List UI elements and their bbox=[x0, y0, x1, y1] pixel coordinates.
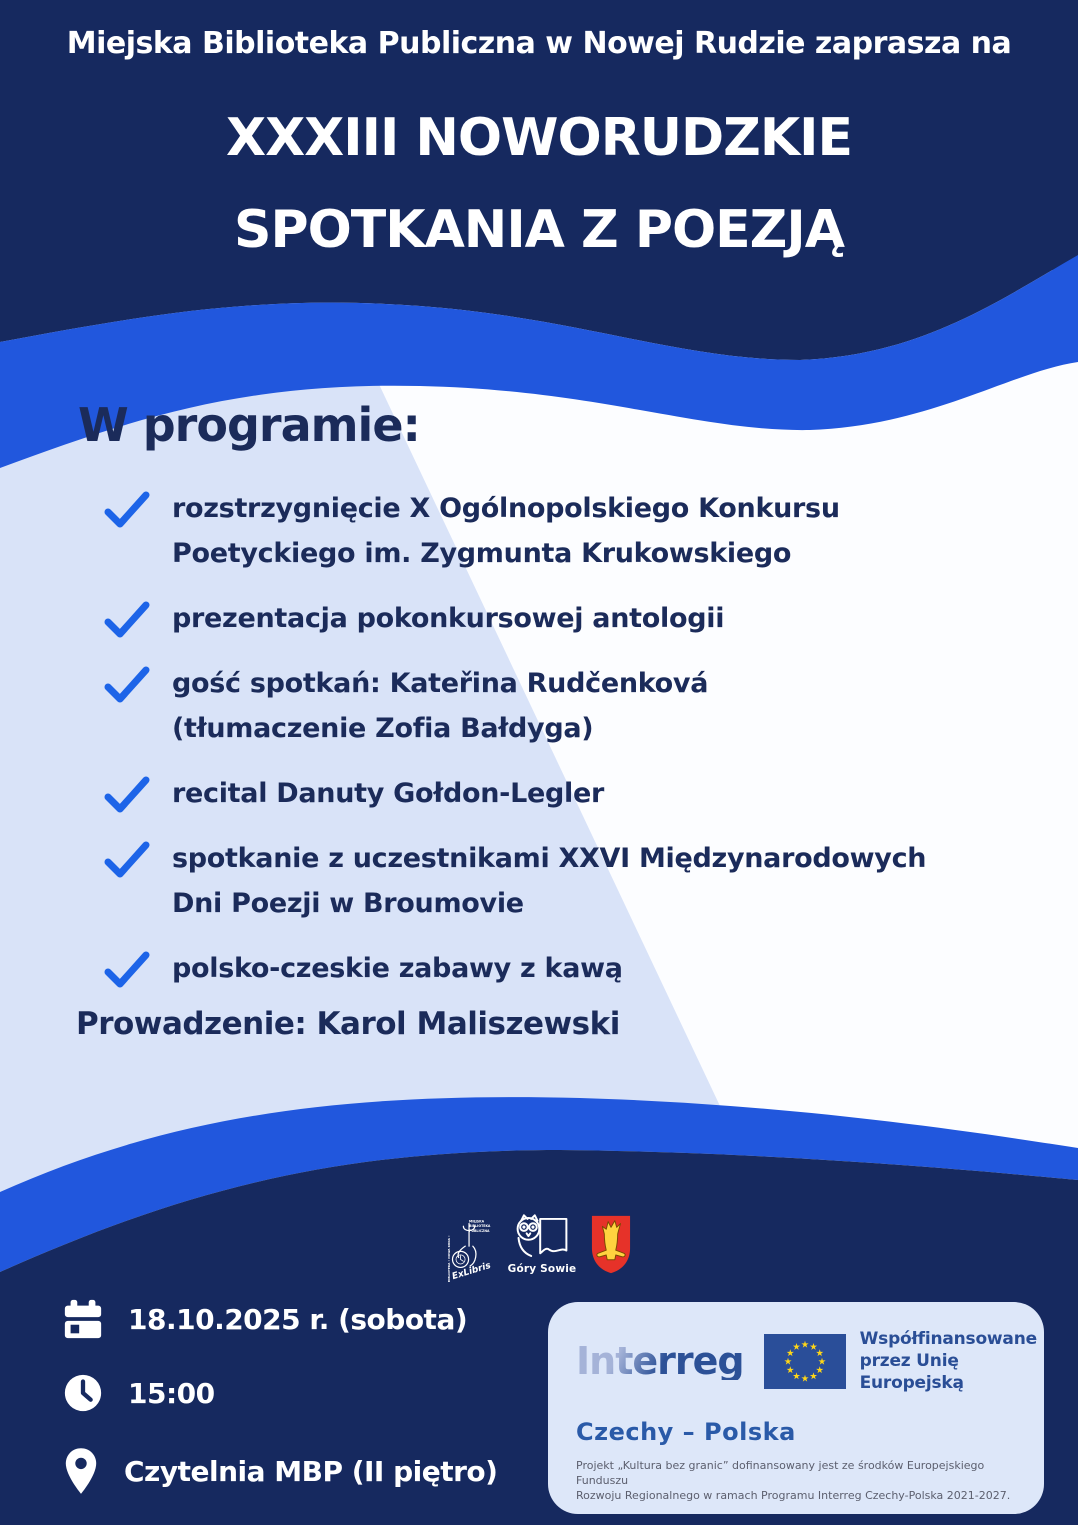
funding-logos-row bbox=[576, 1328, 1037, 1394]
funding-box bbox=[548, 1302, 1044, 1514]
program-item-text: gość spotkań: Kateřina Rudčenková (tłumaczenie Zofia Bałdyga) bbox=[172, 668, 709, 744]
nowa-ruda-crest bbox=[590, 1214, 632, 1275]
svg-text:BIBLIOTEKA • NOWA RUDA •: BIBLIOTEKA • NOWA RUDA • bbox=[446, 1235, 451, 1283]
event-title-line1: XXXIII NOWORUDZKIE bbox=[225, 108, 852, 168]
svg-text:MIEJSKA: MIEJSKA bbox=[468, 1219, 484, 1224]
location-pin-icon bbox=[62, 1446, 100, 1496]
funding-disclaimer: Projekt „Kultura bez granic” dofinansowany jest ze środków Europejskiego Funduszu Rozwoju Regionalnego w ramach Programu Interreg Czechy-Polska 2021-2027. bbox=[576, 1459, 1011, 1502]
program-item bbox=[104, 946, 954, 991]
svg-text:PUBLICZNA: PUBLICZNA bbox=[468, 1228, 490, 1233]
event-details bbox=[62, 1298, 497, 1496]
eu-flag-icon bbox=[764, 1334, 846, 1389]
event-title bbox=[0, 92, 1078, 276]
gory-sowie-logo bbox=[508, 1214, 577, 1275]
checkmark-icon bbox=[104, 491, 150, 529]
program-item-text: recital Danuty Gołdon-Legler bbox=[172, 778, 605, 809]
program-item bbox=[104, 836, 954, 926]
time-row bbox=[62, 1372, 497, 1414]
program-item-text: prezentacja pokonkursowej antologii bbox=[172, 603, 725, 634]
gory-sowie-caption: Góry Sowie bbox=[507, 1263, 577, 1275]
checkmark-icon bbox=[104, 841, 150, 879]
invitation-line: Miejska Biblioteka Publiczna w Nowej Rudzie zaprasza na bbox=[66, 26, 1012, 61]
program-item bbox=[104, 661, 954, 751]
place-row bbox=[62, 1446, 497, 1496]
exlibris-emblem-icon bbox=[446, 1214, 494, 1284]
coat-of-arms-icon bbox=[590, 1214, 632, 1275]
cofinance-text: Współfinansowane przez Unię Europejską bbox=[859, 1329, 1037, 1393]
date-text: 18.10.2025 r. (sobota) bbox=[128, 1302, 468, 1336]
checkmark-icon bbox=[104, 776, 150, 814]
event-title-line2: SPOTKANIA Z POEZJĄ bbox=[234, 200, 844, 260]
program-item-text: polsko-czeskie zabawy z kawą bbox=[172, 953, 623, 984]
program-item bbox=[104, 771, 954, 816]
checkmark-icon bbox=[104, 601, 150, 639]
program-item-text: rozstrzygnięcie X Ogólnopolskiego Konkursu Poetyckiego im. Zygmunta Krukowskiego bbox=[172, 493, 840, 569]
owl-flag-icon bbox=[514, 1214, 570, 1260]
interreg-wordmark: Interreg bbox=[576, 1339, 744, 1383]
time-text: 15:00 bbox=[128, 1376, 215, 1410]
program-heading: W programie: bbox=[78, 398, 420, 452]
date-row bbox=[62, 1298, 497, 1340]
checkmark-icon bbox=[104, 951, 150, 989]
program-item bbox=[104, 486, 954, 576]
place-text: Czytelnia MBP (II piętro) bbox=[124, 1454, 498, 1488]
host-line: Prowadzenie: Karol Maliszewski bbox=[76, 1006, 620, 1042]
clock-icon bbox=[62, 1372, 104, 1414]
checkmark-icon bbox=[104, 666, 150, 704]
partner-logos bbox=[0, 1214, 1078, 1290]
exlibris-logo bbox=[446, 1214, 494, 1284]
svg-text:ExLibris: ExLibris bbox=[450, 1260, 492, 1283]
interreg-program-name: Czechy – Polska bbox=[576, 1418, 796, 1446]
calendar-icon bbox=[62, 1298, 104, 1340]
program-list bbox=[104, 486, 954, 991]
program-item bbox=[104, 596, 954, 641]
svg-text:BIBLIOTEKA: BIBLIOTEKA bbox=[468, 1224, 491, 1229]
program-item-text: spotkanie z uczestnikami XXVI Międzynarodowych Dni Poezji w Broumovie bbox=[172, 843, 927, 919]
